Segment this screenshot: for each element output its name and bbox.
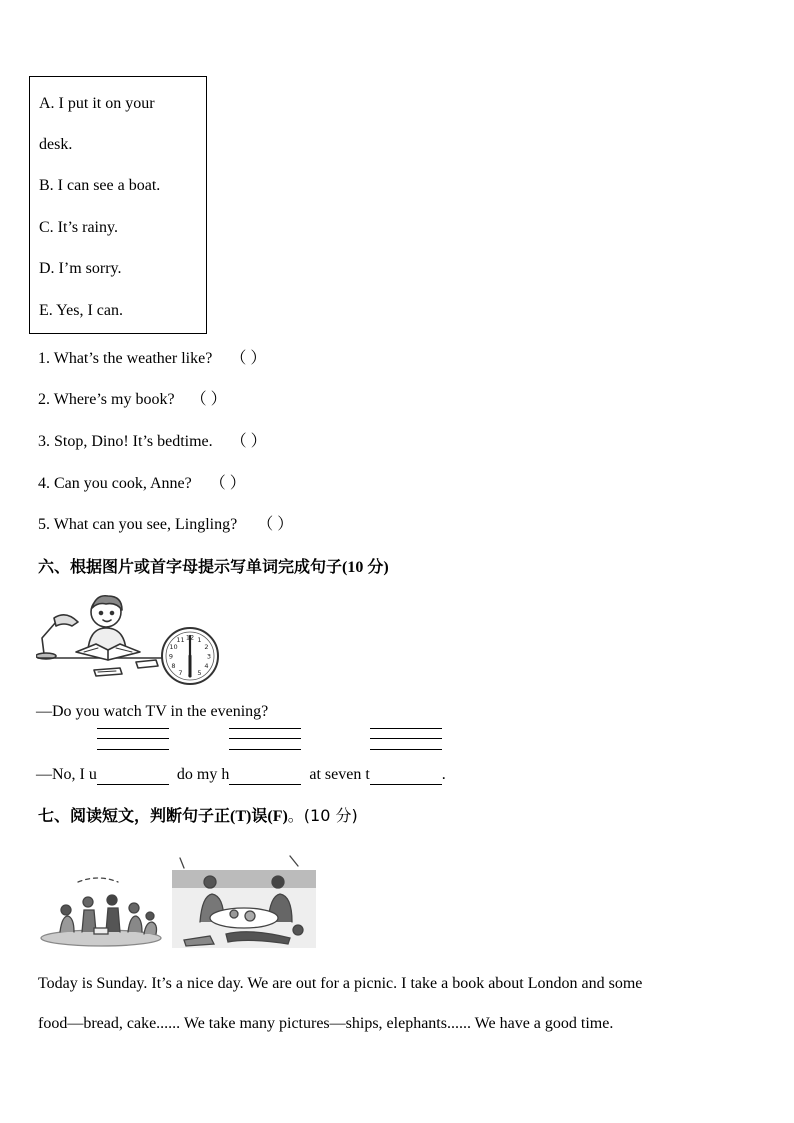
option-d: D. I’m sorry. — [39, 260, 122, 277]
blank-h[interactable] — [229, 764, 301, 785]
question-2-text: 2. Where’s my book? — [38, 391, 175, 408]
answer-paren-5[interactable]: （ ） — [257, 516, 294, 533]
clock-numeral: 2 — [204, 642, 209, 651]
clock-numeral: 9 — [168, 652, 174, 661]
option-c: C. It’s rainy. — [39, 219, 118, 236]
question-4 — [38, 474, 246, 494]
section-7-title-b: 误 — [251, 806, 268, 825]
blank-u[interactable] — [97, 764, 169, 785]
passage-line-1: Today is Sunday. It’s a nice day. We are out for a picnic. I take a book about London and some — [38, 975, 643, 992]
question-5 — [38, 515, 293, 535]
section-7-heading — [38, 806, 358, 827]
option-a-line1: A. I put it on your — [39, 95, 155, 112]
clock-numeral: 1 — [197, 635, 202, 644]
question-5-text: 5. What can you see, Lingling? — [38, 516, 238, 533]
clock-numeral: 3 — [206, 652, 212, 661]
section-6-answer-line — [36, 764, 446, 785]
picnic-illustration-1 — [38, 872, 164, 952]
option-e: E. Yes, I can. — [39, 302, 123, 319]
option-a-line2: desk. — [39, 136, 73, 153]
clock-numeral: 10 — [169, 642, 178, 651]
section-6-heading — [38, 557, 389, 578]
clock-icon — [162, 628, 218, 684]
clock-numeral: 7 — [178, 668, 183, 677]
answer-paren-3[interactable]: （ ） — [230, 433, 267, 450]
clock-numeral: 8 — [171, 661, 176, 670]
boy-homework-illustration — [36, 592, 226, 688]
question-2 — [38, 390, 227, 410]
answer-end: . — [441, 766, 446, 783]
clock-numeral: 6 — [187, 671, 193, 680]
answer-prefix-u: —No, I u — [36, 766, 97, 783]
question-3-text: 3. Stop, Dino! It’s bedtime. — [38, 433, 213, 450]
clock-numeral: 12 — [185, 633, 195, 642]
clock-numeral: 11 — [176, 635, 185, 644]
section-6-title: 六、根据图片或首字母提示写单词完成句子 — [38, 557, 343, 576]
question-1-text: 1. What’s the weather like? — [38, 350, 213, 367]
question-1 — [38, 349, 266, 369]
section-6-question-line: —Do you watch TV in the evening? — [36, 703, 269, 720]
options-box — [29, 76, 207, 334]
blank-t[interactable] — [370, 764, 442, 785]
answer-prefix-t: at seven t — [309, 766, 370, 783]
answer-paren-2[interactable]: （ ） — [190, 391, 227, 408]
option-b: B. I can see a boat. — [39, 177, 161, 194]
passage-line-2: food—bread, cake...... We take many pictures—ships, elephants...... We have a good time. — [38, 1015, 614, 1032]
answer-prefix-h: do my h — [176, 766, 230, 783]
section-6-score: (10 分) — [342, 559, 389, 576]
question-3 — [38, 432, 267, 452]
clock-numeral: 5 — [197, 668, 202, 677]
section-7-title-c: 。(10 分) — [287, 806, 358, 825]
clock-numeral: 4 — [204, 661, 209, 670]
section-7-title-a: 七、阅读短文，判断句子正 — [38, 806, 231, 825]
picnic-illustration-2 — [170, 852, 320, 950]
answer-paren-4[interactable]: （ ） — [209, 475, 246, 492]
section-7-title-t: (T) — [230, 808, 252, 825]
section-7-title-f: (F) — [267, 808, 288, 825]
question-4-text: 4. Can you cook, Anne? — [38, 475, 192, 492]
answer-paren-1[interactable]: （ ） — [230, 350, 267, 367]
